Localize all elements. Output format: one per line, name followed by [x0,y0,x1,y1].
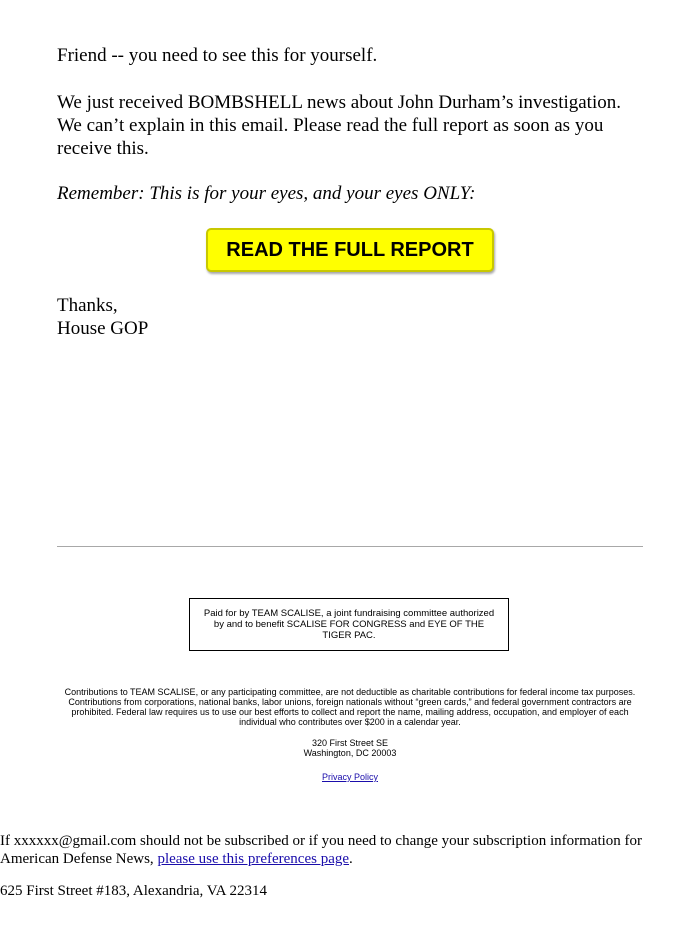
read-full-report-button[interactable]: READ THE FULL REPORT [206,228,494,272]
subscription-text: If xxxxxx@gmail.com should not be subscribed or if you need to change your subscription information for American Defense News, [0,833,643,867]
mailing-address: 625 First Street #183, Alexandria, VA 22314 [0,883,267,899]
cta-container [57,228,643,272]
preferences-page-link[interactable]: please use this preferences page [157,851,350,867]
privacy-policy-container [250,772,450,782]
contribution-disclaimer: Contributions to TEAM SCALISE, or any participating committee, are not deductible as charitable contributions for federal income tax purposes. Contributions from corporations, national banks, labor unions, foreign nationals without “green cards,” and federal government contractors are prohibited. Federal law requires us to use our best efforts to collect and report the name, mailing address, occupation, and employer of each individual who contributes over $200 in a calendar year. [64,687,636,727]
paid-for-text: Paid for by TEAM SCALISE, a joint fundraising committee authorized by and to benefit SCALISE FOR CONGRESS and EYE OF THE TIGER PAC. [203,608,495,641]
signoff [57,294,357,340]
address-line-2: Washington, DC 20003 [303,748,397,758]
subscription-notice [0,832,700,868]
subscription-text-end: . [349,851,353,867]
signoff-thanks: Thanks, [57,295,118,316]
paid-for-disclaimer-box [189,598,509,651]
privacy-policy-link[interactable]: Privacy Policy [321,772,378,782]
signoff-name: House GOP [57,318,149,339]
address-line-1: 320 First Street SE [311,738,389,748]
body-paragraph: We just received BOMBSHELL news about John Durham’s investigation. We can’t explain in this email. Please read the full report as soon as you receive this. [57,92,621,159]
committee-address [250,738,450,758]
divider [57,546,643,547]
greeting-text: Friend -- you need to see this for yourself. [57,45,378,66]
reminder-text: Remember: This is for your eyes, and your eyes ONLY: [57,183,476,204]
